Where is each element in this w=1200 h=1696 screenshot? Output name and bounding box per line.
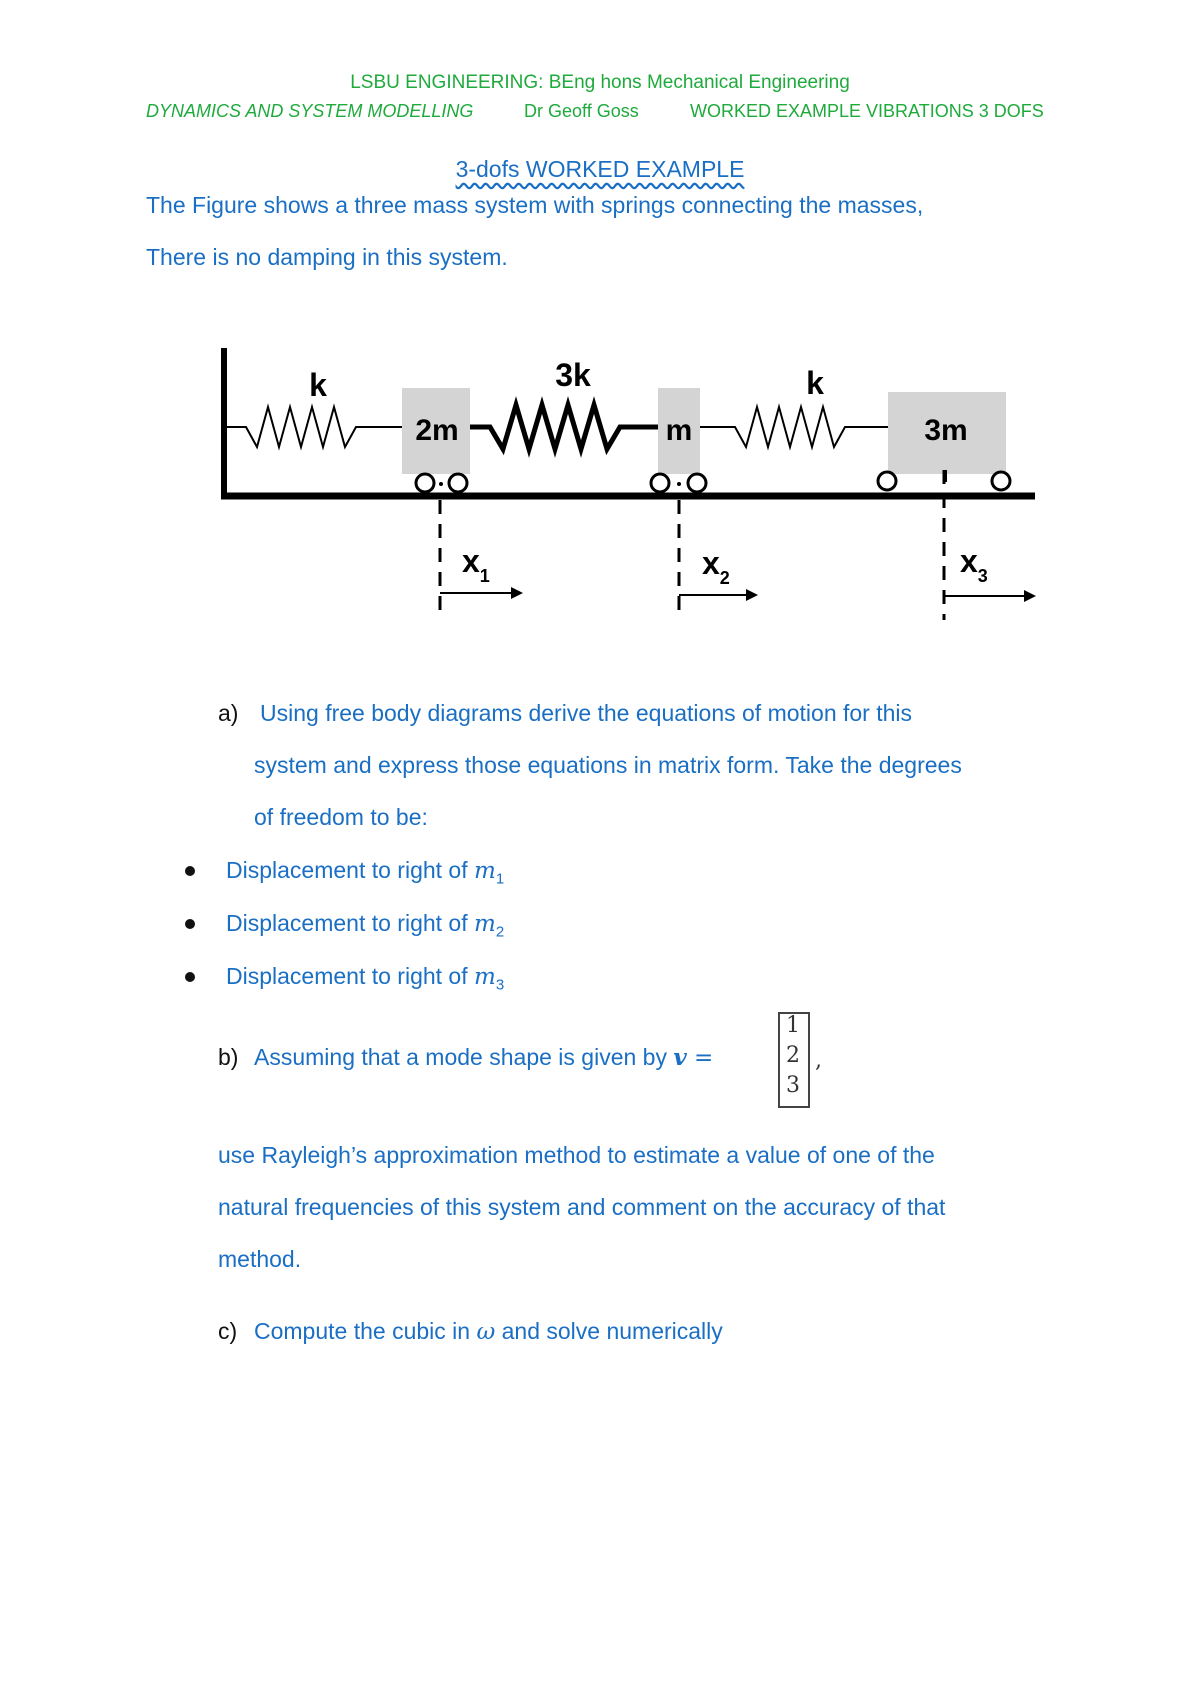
wheel [992,472,1010,490]
part-b-line-1 [254,1044,713,1071]
equals-sign: = [686,1045,714,1071]
spring-2-label: 3k [555,357,591,393]
x2-label [702,545,730,588]
intro-line-2: There is no damping in this system. [146,244,508,270]
part-b-line-3: natural frequencies of this system and comment on the accuracy of that [218,1194,946,1220]
dof-item-3 [226,963,504,994]
bullet-dot [185,866,195,876]
part-c-line [254,1318,723,1345]
mass-spring-diagram [0,330,1200,640]
bullet-dot [185,972,195,982]
intro-line-1: The Figure shows a three mass system with springs connecting the masses, [146,192,924,218]
part-c-text-after: and solve numerically [495,1318,723,1344]
dof-item-var: m [474,858,496,884]
x3-arrowhead [1024,590,1036,602]
part-b-line-4: method. [218,1246,302,1272]
part-a-line-1: Using free body diagrams derive the equations of motion for this [260,700,913,726]
spring-1 [224,407,402,447]
wheel [878,472,896,490]
page-title: 3-dofs WORKED EXAMPLE [455,156,745,182]
axle-dot [677,482,681,486]
omega-var: ω [476,1319,496,1345]
spring-3-label: k [806,365,824,401]
x3-subscript: 3 [977,566,988,586]
mass-3-label: 3m [924,414,968,447]
dof-item-1 [226,857,504,888]
part-b-label: b) [218,1044,239,1070]
author-name: Dr Geoff Goss [524,101,639,121]
dof-item-sub: 2 [495,923,505,941]
mass-2-label: m [665,414,693,447]
vector-entry-3: 3 [786,1073,800,1098]
mass-1-label: 2m [415,414,459,447]
dof-item-var: m [474,911,496,937]
course-name: DYNAMICS AND SYSTEM MODELLING [146,101,474,121]
dof-item-text: Displacement to right of [226,963,475,989]
part-a-label: a) [218,700,239,726]
x2-arrowhead [746,589,758,601]
axle-dot [439,482,443,486]
x1-label [462,543,490,586]
dof-item-2 [226,910,504,941]
wheel [688,474,706,492]
spring-2 [470,405,658,449]
x2-subscript: 2 [719,568,730,588]
dof-item-sub: 3 [495,976,505,994]
part-b-line-2: use Rayleigh’s approximation method to estimate a value of one of the [218,1142,935,1168]
part-c-label: c) [218,1318,238,1344]
vector-entry-2: 2 [786,1043,800,1068]
wheel [416,474,434,492]
dof-item-text: Displacement to right of [226,857,475,883]
x1-subscript: 1 [479,566,490,586]
vector-entry-1: 1 [786,1013,800,1038]
x2-letter: x [702,545,720,581]
x1-arrowhead [511,587,523,599]
x3-label [960,543,988,586]
spring-1-label: k [309,367,327,403]
x3-letter: x [960,543,978,579]
x1-letter: x [462,543,480,579]
wheel [651,474,669,492]
dof-item-var: m [474,964,496,990]
dof-item-text: Displacement to right of [226,910,475,936]
part-a-line-3: of freedom to be: [254,804,428,830]
part-a-line-2: system and express those equations in matrix form. Take the degrees [254,752,962,778]
dof-item-sub: 1 [495,870,505,888]
vector-comma: , [815,1048,822,1073]
spring-3 [700,407,888,447]
topic-name: WORKED EXAMPLE VIBRATIONS 3 DOFS [690,101,1044,121]
part-b-text: Assuming that a mode shape is given by [254,1044,674,1070]
part-c-text-before: Compute the cubic in [254,1318,477,1344]
mode-shape-var: v [673,1044,687,1071]
header-line: LSBU ENGINEERING: BEng hons Mechanical Engineering [350,72,850,93]
wheel [449,474,467,492]
bullet-dot [185,919,195,929]
